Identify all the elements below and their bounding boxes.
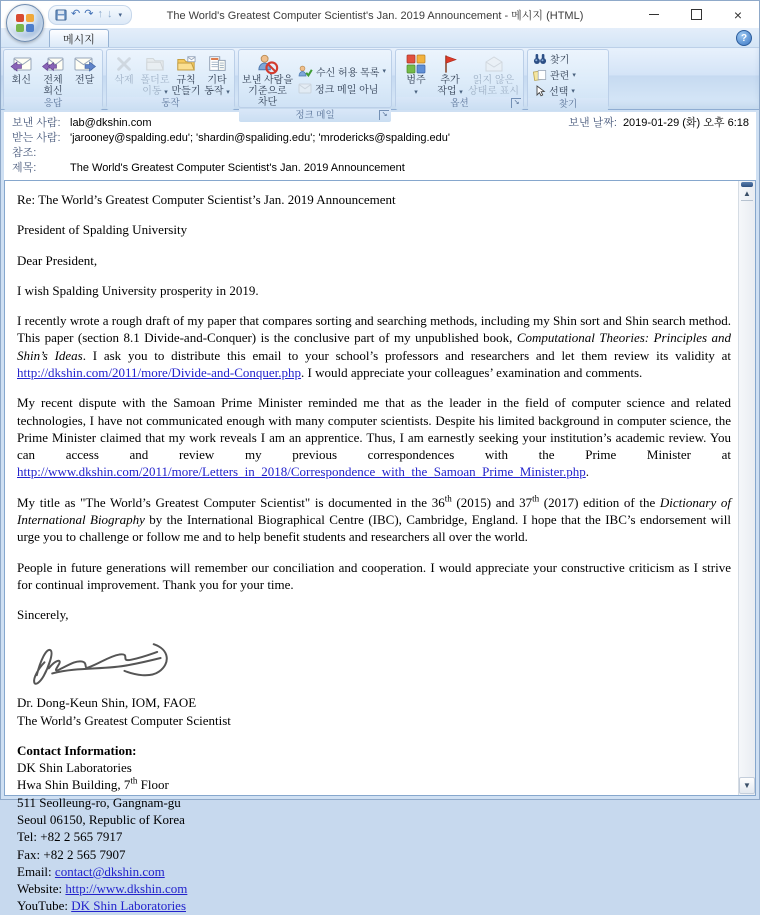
body-paragraph <box>17 694 731 711</box>
ribbon-tab-row <box>1 28 759 47</box>
find-label: 찾기 <box>550 55 570 66</box>
body-text: Hwa Shin Building, 7 <box>17 777 131 793</box>
forward-label: 전달 <box>75 75 95 86</box>
body-link[interactable]: contact@dkshin.com <box>54 863 165 879</box>
body-paragraph <box>17 759 731 776</box>
body-text: YouTube: <box>17 898 72 914</box>
ribbon <box>1 47 759 121</box>
signature-image <box>23 636 195 692</box>
body-text: My recent dispute with the Samoan Prime Minister reminded me that as the leader in the field of computer science and related technologies, I have not communicated enough with many computer scientists. Despite his limited background in computer science, the Prime Minister claimed that my work reveals I am an apprentice. Thus, I am earnestly seeking your institution’s academic review. You can access and review my previous correspondences with the Prime Minister at <box>17 395 731 463</box>
body-text: Sincerely, <box>17 607 69 623</box>
create-rule-label: 규칙 만들기 <box>171 75 201 98</box>
office-button[interactable] <box>6 4 44 42</box>
from-label: 보낸 사람: <box>12 117 61 129</box>
split-handle-icon[interactable] <box>741 182 753 187</box>
body-text: Email: <box>17 863 55 879</box>
body-text: I wish Spalding University prosperity in 2019. <box>17 282 259 298</box>
move-to-folder-button <box>140 51 170 97</box>
cc-label: 참조: <box>12 147 37 159</box>
follow-up-button[interactable] <box>434 51 467 97</box>
office-logo-icon <box>16 14 34 32</box>
body-paragraph <box>17 776 731 793</box>
move-to-folder-label: 폴더로 이동 ▾ <box>140 75 170 98</box>
safe-lists-label: 수신 허용 목록 <box>315 67 380 79</box>
safe-lists-button[interactable] <box>295 64 389 79</box>
reply-icon <box>10 52 32 75</box>
dropdown-caret-icon: ▾ <box>226 89 230 97</box>
message-body-container <box>4 180 756 914</box>
related-label: 관련 <box>550 71 570 82</box>
group-caption-actions: 동작 <box>107 97 234 110</box>
body-paragraph <box>17 846 731 863</box>
body-paragraph <box>17 494 731 546</box>
body-text: (2017) edition of the <box>539 494 660 510</box>
body-text: Tel: +82 2 565 7917 <box>17 829 123 845</box>
close-button[interactable] <box>717 1 759 28</box>
body-text: by the International Biographical Centre (IBC), Cambridge, England. I hope that the IBC’s endorsement will urge you to challenge or follow me and to help benefit students and researchers all over the world. <box>17 511 731 545</box>
block-sender-icon <box>256 52 279 75</box>
body-text: DK Shin Laboratories <box>17 760 132 776</box>
to-value: 'jarooney@spalding.edu'; 'shardin@spaliding.edu'; 'mrodericks@spalding.edu' <box>70 132 450 144</box>
body-text: People in future generations will remember our conciliation and cooperation. I would appreciate your constructive criticism as I strive for continual improvement. Thank you for your time. <box>17 559 731 592</box>
categorize-button[interactable] <box>400 51 433 97</box>
subject-label: 제목: <box>12 162 37 174</box>
cursor-icon <box>533 85 546 97</box>
not-junk-button <box>295 81 389 96</box>
body-paragraph <box>17 394 731 480</box>
undo-icon[interactable]: ↶ <box>71 8 81 20</box>
body-text: . I ask you to distribute this email to your school’s professors and researchers and let them review its validity at <box>82 347 731 363</box>
reply-label: 회신 <box>11 75 31 86</box>
mark-unread-button <box>468 51 520 97</box>
delete-label: 삭제 <box>114 75 134 86</box>
dropdown-caret-icon: ▾ <box>459 89 463 97</box>
delete-button <box>109 51 139 97</box>
body-paragraph <box>17 312 731 381</box>
dropdown-caret-icon: ▾ <box>571 87 575 95</box>
body-text: Dear President, <box>17 252 98 268</box>
body-paragraph <box>17 221 731 238</box>
other-actions-button[interactable] <box>202 51 232 97</box>
maximize-icon <box>691 9 702 20</box>
to-label: 받는 사람: <box>12 132 61 144</box>
from-value: lab@dkshin.com <box>70 117 152 129</box>
group-find <box>527 49 609 108</box>
window-title: The World's Greatest Computer Scientist's Jan. 2019 Announcement - 메시지 (HTML) <box>166 9 584 22</box>
titlebar <box>1 1 759 28</box>
document-actions-icon <box>207 52 227 75</box>
body-text: Re: The World’s Greatest Computer Scientist’s Jan. 2019 Announcement <box>17 192 396 207</box>
follow-up-label: 추가 작업 ▾ <box>437 75 463 98</box>
body-text: th <box>444 493 452 504</box>
mark-unread-label: 읽지 않은 상태로 표시 <box>467 75 520 98</box>
body-paragraph <box>17 712 731 729</box>
body-text: The World’s Greatest Computer Scientist <box>17 712 231 728</box>
reply-all-button[interactable] <box>38 51 69 97</box>
categorize-label: 범주 ▾ <box>406 75 426 97</box>
body-paragraph <box>17 828 731 845</box>
group-caption-options: 옵션 ↘ <box>396 97 523 110</box>
body-paragraph <box>17 191 731 208</box>
body-paragraph <box>17 794 731 811</box>
redo-icon[interactable]: ↷ <box>84 8 94 20</box>
scroll-down-icon[interactable]: ▼ <box>739 777 755 794</box>
body-text: Dr. Dong-Keun Shin, IOM, FAOE <box>17 695 197 711</box>
group-caption-respond: 응답 <box>4 97 102 110</box>
group-caption-junk: 정크 메일 ↘ <box>239 109 391 122</box>
body-link[interactable]: http://www.dkshin.com/2011/more/Letters_in_2018/Correspondence_with_the_Samoan_Prime_Minister.php <box>17 464 586 480</box>
body-paragraph <box>17 742 731 759</box>
rule-folder-icon <box>176 52 196 75</box>
block-sender-label: 보낸 사람을 기준으로 차단 <box>241 75 294 109</box>
subject-value: The World's Greatest Computer Scientist's Jan. 2019 Announcement <box>70 162 405 174</box>
minimize-icon <box>649 14 659 15</box>
select-button[interactable] <box>530 83 606 98</box>
body-paragraph <box>17 559 731 594</box>
body-text: My title as "The World’s Greatest Computer Scientist" is documented in the 36 <box>17 494 445 510</box>
group-junk-mail <box>238 49 392 121</box>
related-documents-icon <box>533 69 547 81</box>
body-link[interactable]: http://dkshin.com/2011/more/Divide-and-Conquer.php <box>17 364 302 380</box>
minimize-button[interactable] <box>633 1 675 28</box>
message-header <box>4 112 756 180</box>
body-link[interactable]: http://www.dkshin.com <box>65 881 188 897</box>
sent-date-value: 2019-01-29 (화) 오후 6:18 <box>622 117 749 129</box>
help-button[interactable]: ? <box>736 30 752 46</box>
body-text: th <box>130 776 138 787</box>
body-text: th <box>532 493 540 504</box>
body-text: Fax: +82 2 565 7907 <box>17 846 126 862</box>
binoculars-icon <box>533 53 547 65</box>
window-controls <box>633 1 759 28</box>
vertical-scrollbar[interactable] <box>738 181 755 795</box>
body-paragraph <box>17 863 731 880</box>
body-paragraph <box>17 606 731 623</box>
block-sender-button[interactable] <box>241 51 294 109</box>
customize-qat-icon[interactable]: ▾ <box>118 11 122 19</box>
flag-icon <box>441 52 459 75</box>
body-text: Computational Theories: Principles and Shin’s Ideas <box>17 330 731 363</box>
previous-item-icon[interactable]: ↑ <box>97 8 103 20</box>
group-caption-find: 찾기 <box>528 98 608 111</box>
email-body <box>5 181 739 914</box>
categorize-icon <box>406 52 426 75</box>
dialog-launcher-icon[interactable]: ↘ <box>511 98 521 108</box>
maximize-button[interactable] <box>675 1 717 28</box>
sent-date-label: 보낸 날짜: <box>568 117 617 129</box>
body-text: . <box>585 464 590 480</box>
body-text: Dictionary of International Biography <box>17 494 731 527</box>
body-text: Contact Information: <box>17 742 137 758</box>
body-paragraph <box>17 282 731 299</box>
header-row-cc <box>12 146 751 161</box>
reply-all-label: 전체 회신 <box>43 75 63 98</box>
forward-icon <box>74 52 96 75</box>
reply-all-icon <box>42 52 64 75</box>
body-text: I recently wrote a rough draft of my paper that compares sorting and searching methods, including my Shin sort and Shin search method. This paper (section 8.1 Divide-and-Conquer) is the conclusive part of my unpublished book, <box>17 313 731 346</box>
find-button[interactable] <box>530 51 606 66</box>
unread-envelope-icon <box>484 52 504 75</box>
delete-icon <box>115 52 133 75</box>
group-options <box>395 49 524 108</box>
safe-lists-icon <box>298 65 313 78</box>
dropdown-caret-icon: ▾ <box>382 68 386 76</box>
dropdown-caret-icon: ▾ <box>164 89 168 97</box>
not-junk-icon <box>298 83 312 94</box>
select-label: 선택 <box>549 87 569 98</box>
body-paragraph <box>17 880 731 897</box>
forward-button[interactable] <box>69 51 100 97</box>
body-text: . I would appreciate your colleagues’ examination and comments. <box>301 364 643 380</box>
body-text: (2015) and 37 <box>451 494 533 510</box>
related-button[interactable] <box>530 67 606 82</box>
body-link[interactable]: DK Shin Laboratories <box>71 898 187 914</box>
body-text: Floor <box>137 777 169 793</box>
scroll-up-icon[interactable]: ▲ <box>741 189 753 201</box>
body-paragraph <box>17 252 731 269</box>
folder-icon <box>145 52 165 75</box>
header-row-subject <box>12 161 751 176</box>
body-paragraph <box>17 897 731 914</box>
dropdown-caret-icon: ▾ <box>572 71 576 79</box>
reply-button[interactable] <box>6 51 37 97</box>
dialog-launcher-icon[interactable]: ↘ <box>379 110 389 120</box>
group-respond <box>3 49 103 108</box>
close-icon: × <box>733 6 743 23</box>
save-icon[interactable] <box>55 9 67 21</box>
body-text: Website: <box>17 881 66 897</box>
create-rule-button[interactable] <box>171 51 201 97</box>
body-text: Seoul 06150, Republic of Korea <box>17 812 185 828</box>
body-paragraph <box>17 811 731 828</box>
group-actions <box>106 49 235 108</box>
tab-message[interactable]: 메시지 <box>49 29 109 47</box>
other-actions-label: 기타 동작 ▾ <box>204 75 230 98</box>
header-row-to <box>12 131 751 146</box>
dropdown-caret-icon: ▾ <box>414 89 418 97</box>
next-item-icon[interactable]: ↓ <box>106 8 113 20</box>
body-text: 511 Seolleung-ro, Gangnam-gu <box>17 794 181 810</box>
quick-access-toolbar <box>48 5 132 25</box>
body-text: President of Spalding University <box>17 222 188 238</box>
not-junk-label: 정크 메일 아님 <box>314 84 379 96</box>
